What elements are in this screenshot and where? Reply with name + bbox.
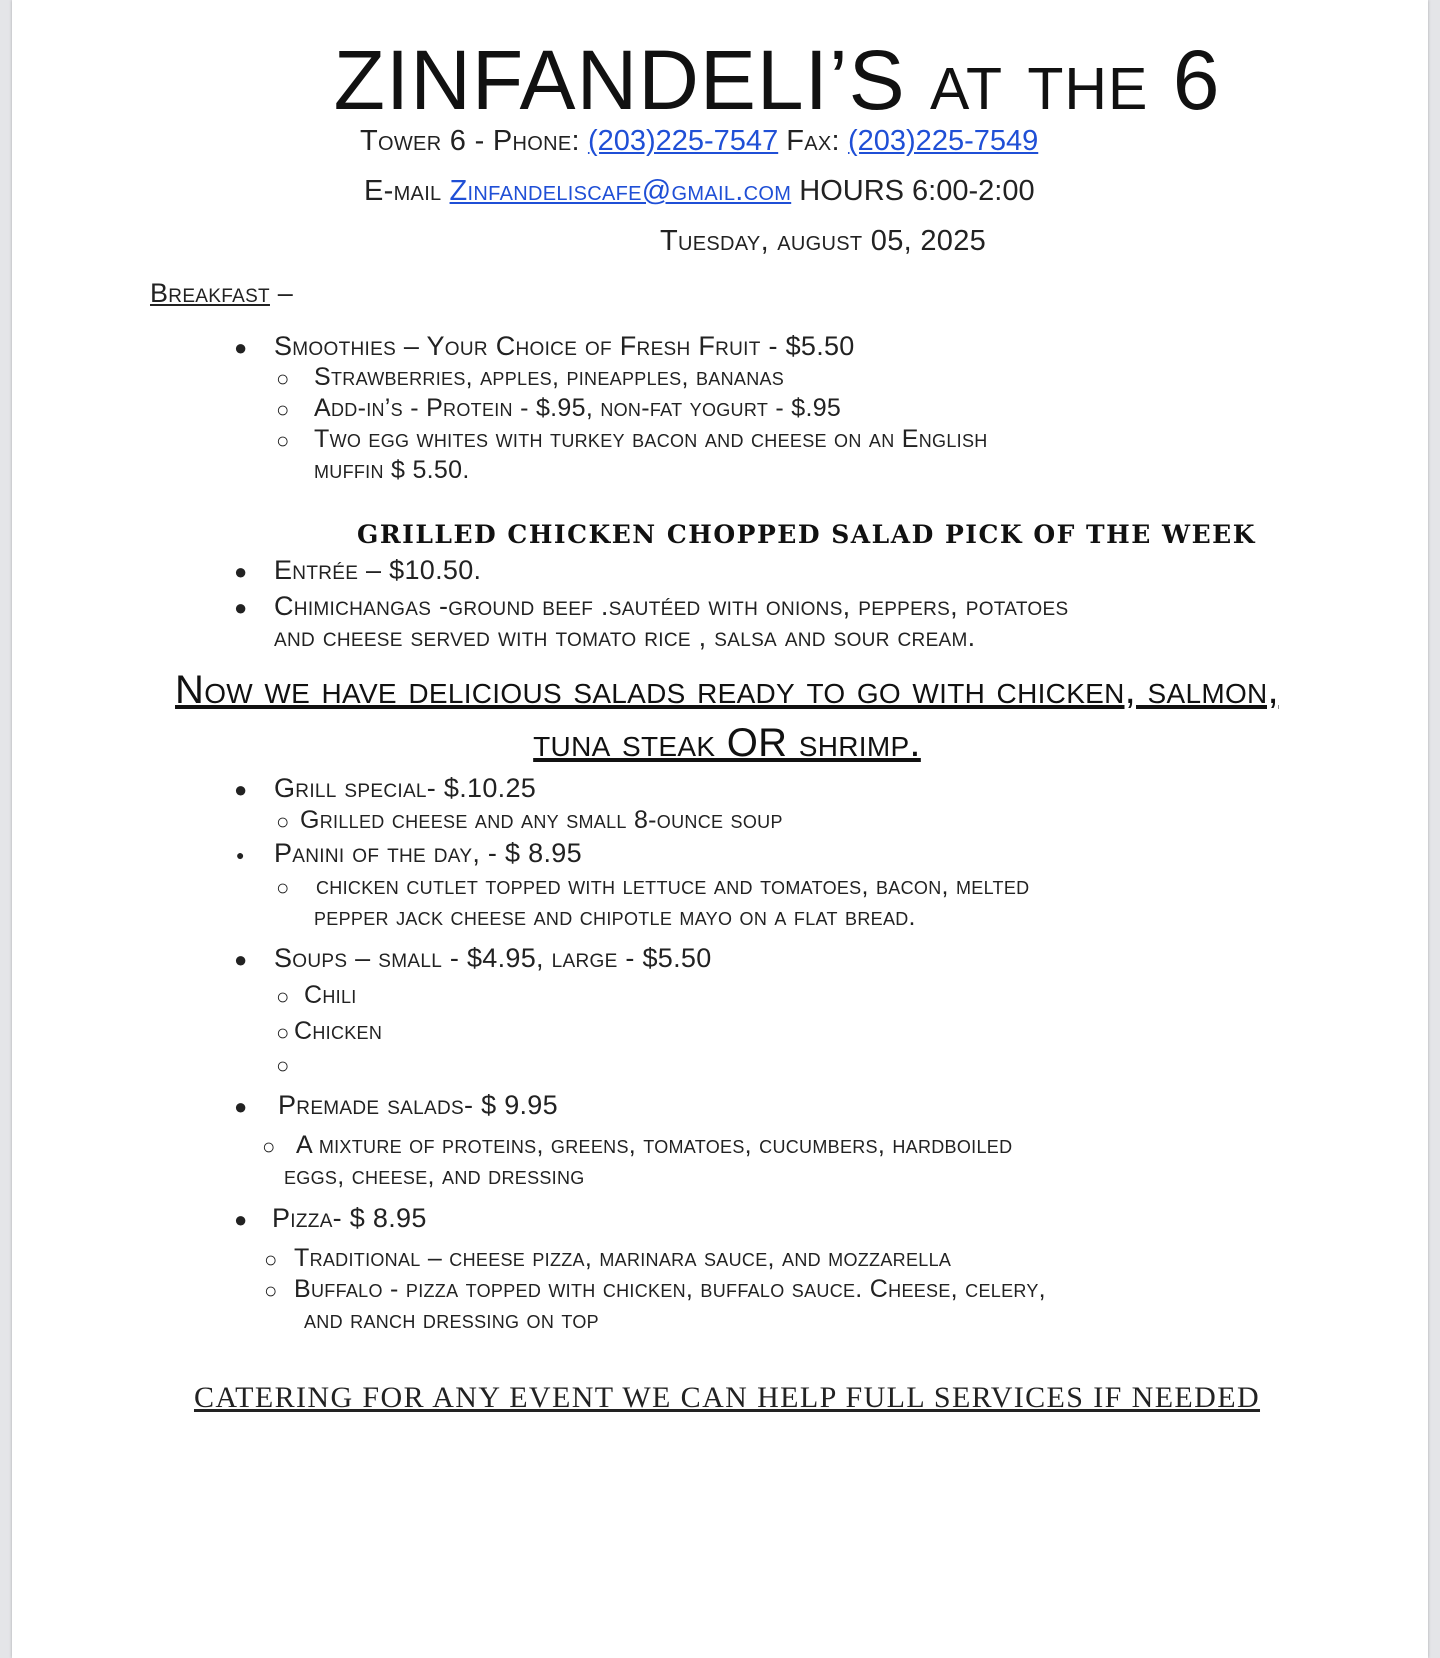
chimichangas-line2: and cheese served with tomato rice , salsa and sour cream. bbox=[274, 622, 976, 652]
pizza-buffalo-line1: Buffalo - pizza topped with chicken, buffalo sauce. Cheese, celery, bbox=[294, 1275, 1046, 1303]
chimichangas-line1: Chimichangas -ground beef .sautéed with onions, peppers, potatoes bbox=[274, 591, 1069, 621]
soups-item: Soups – small - $4.95, large - $5.50 bbox=[274, 943, 712, 973]
entree-item: Entrée – $10.50. bbox=[274, 555, 482, 585]
fax-label: Fax: bbox=[786, 125, 840, 157]
bullet-icon: ● bbox=[234, 1207, 248, 1232]
grill-special-detail: Grilled cheese and any small 8-ounce soup bbox=[300, 806, 783, 834]
circle-bullet-icon: ○ bbox=[276, 428, 290, 453]
catering-note: CATERING FOR ANY EVENT WE CAN HELP FULL SERVICES IF NEEDED bbox=[193, 1381, 1261, 1414]
grill-special-item: Grill special- $.10.25 bbox=[274, 773, 537, 803]
premade-detail-line1: A mixture of proteins, greens, tomatoes, cucumbers, hardboiled bbox=[296, 1131, 1013, 1159]
bullet-icon: ● bbox=[234, 335, 248, 360]
bullet-icon: ● bbox=[236, 847, 245, 863]
soup-chicken: Chicken bbox=[294, 1017, 383, 1045]
circle-bullet-icon: ○ bbox=[276, 397, 290, 422]
pizza-buffalo-line2: and ranch dressing on top bbox=[304, 1306, 599, 1334]
pick-of-the-week: GRILLED CHICKEN CHOPPED SALAD PICK OF THE WEEK bbox=[357, 520, 1256, 549]
location-label: Tower 6 - Phone: bbox=[360, 125, 580, 157]
breakfast-dash: – bbox=[277, 278, 294, 308]
soup-chili: Chili bbox=[304, 981, 357, 1009]
bullet-icon: ● bbox=[234, 777, 248, 802]
smoothie-addins: Add-in’s - Protein - $.95, non-fat yogurt - $.95 bbox=[314, 394, 842, 422]
circle-bullet-icon: ○ bbox=[276, 1020, 290, 1045]
circle-bullet-icon: ○ bbox=[262, 1134, 276, 1159]
panini-item: Panini of the day, - $ 8.95 bbox=[274, 838, 582, 868]
circle-bullet-icon: ○ bbox=[264, 1278, 278, 1303]
smoothie-fruits: Strawberries, apples, pineapples, bananas bbox=[314, 363, 785, 391]
contact-line bbox=[360, 125, 1038, 158]
smoothies-item: Smoothies – Your Choice of Fresh Fruit - $5.50 bbox=[274, 331, 855, 361]
pizza-item: Pizza- $ 8.95 bbox=[272, 1203, 427, 1233]
hours: HOURS 6:00-2:00 bbox=[799, 175, 1035, 207]
email-line bbox=[364, 175, 1035, 208]
salads-promo: Now we have delicious salads ready to go with chicken, salmon, tuna steak OR shrimp. bbox=[175, 668, 1279, 765]
menu-date: Tuesday, august 05, 2025 bbox=[660, 225, 987, 257]
page-title bbox=[12, 30, 1440, 130]
premade-salads-item: Premade salads- $ 9.95 bbox=[278, 1090, 558, 1120]
bullet-icon: ● bbox=[234, 1094, 248, 1119]
menu-page bbox=[12, 0, 1428, 1658]
bullet-icon: ● bbox=[234, 595, 248, 620]
panini-detail-line2: pepper jack cheese and chipotle mayo on a flat bread. bbox=[314, 903, 916, 931]
pizza-traditional: Traditional – cheese pizza, marinara sauce, and mozzarella bbox=[294, 1244, 952, 1272]
email-label: E-mail bbox=[364, 175, 442, 207]
title-suffix: at the 6 bbox=[930, 33, 1221, 127]
circle-bullet-icon: ○ bbox=[276, 1053, 290, 1078]
circle-bullet-icon: ○ bbox=[276, 366, 290, 391]
title-main: ZINFANDELI’S bbox=[333, 33, 906, 127]
circle-bullet-icon: ○ bbox=[264, 1247, 278, 1272]
phone-link[interactable]: (203)225-7547 bbox=[587, 125, 779, 157]
circle-bullet-icon: ○ bbox=[276, 809, 290, 834]
bullet-icon: ● bbox=[234, 559, 248, 584]
breakfast-heading bbox=[150, 278, 293, 309]
breakfast-label: Breakfast bbox=[150, 278, 270, 308]
egg-whites-line1: Two egg whites with turkey bacon and cheese on an English bbox=[314, 425, 988, 453]
circle-bullet-icon: ○ bbox=[276, 984, 290, 1009]
egg-whites-line2: muffin $ 5.50. bbox=[314, 456, 470, 484]
email-link[interactable]: Zinfandeliscafe@gmail.com bbox=[449, 175, 792, 207]
panini-detail-line1: chicken cutlet topped with lettuce and tomatoes, bacon, melted bbox=[316, 872, 1030, 900]
fax-link[interactable]: (203)225-7549 bbox=[847, 125, 1039, 157]
bullet-icon: ● bbox=[234, 947, 248, 972]
premade-detail-line2: eggs, cheese, and dressing bbox=[284, 1162, 585, 1190]
circle-bullet-icon: ○ bbox=[276, 875, 290, 900]
